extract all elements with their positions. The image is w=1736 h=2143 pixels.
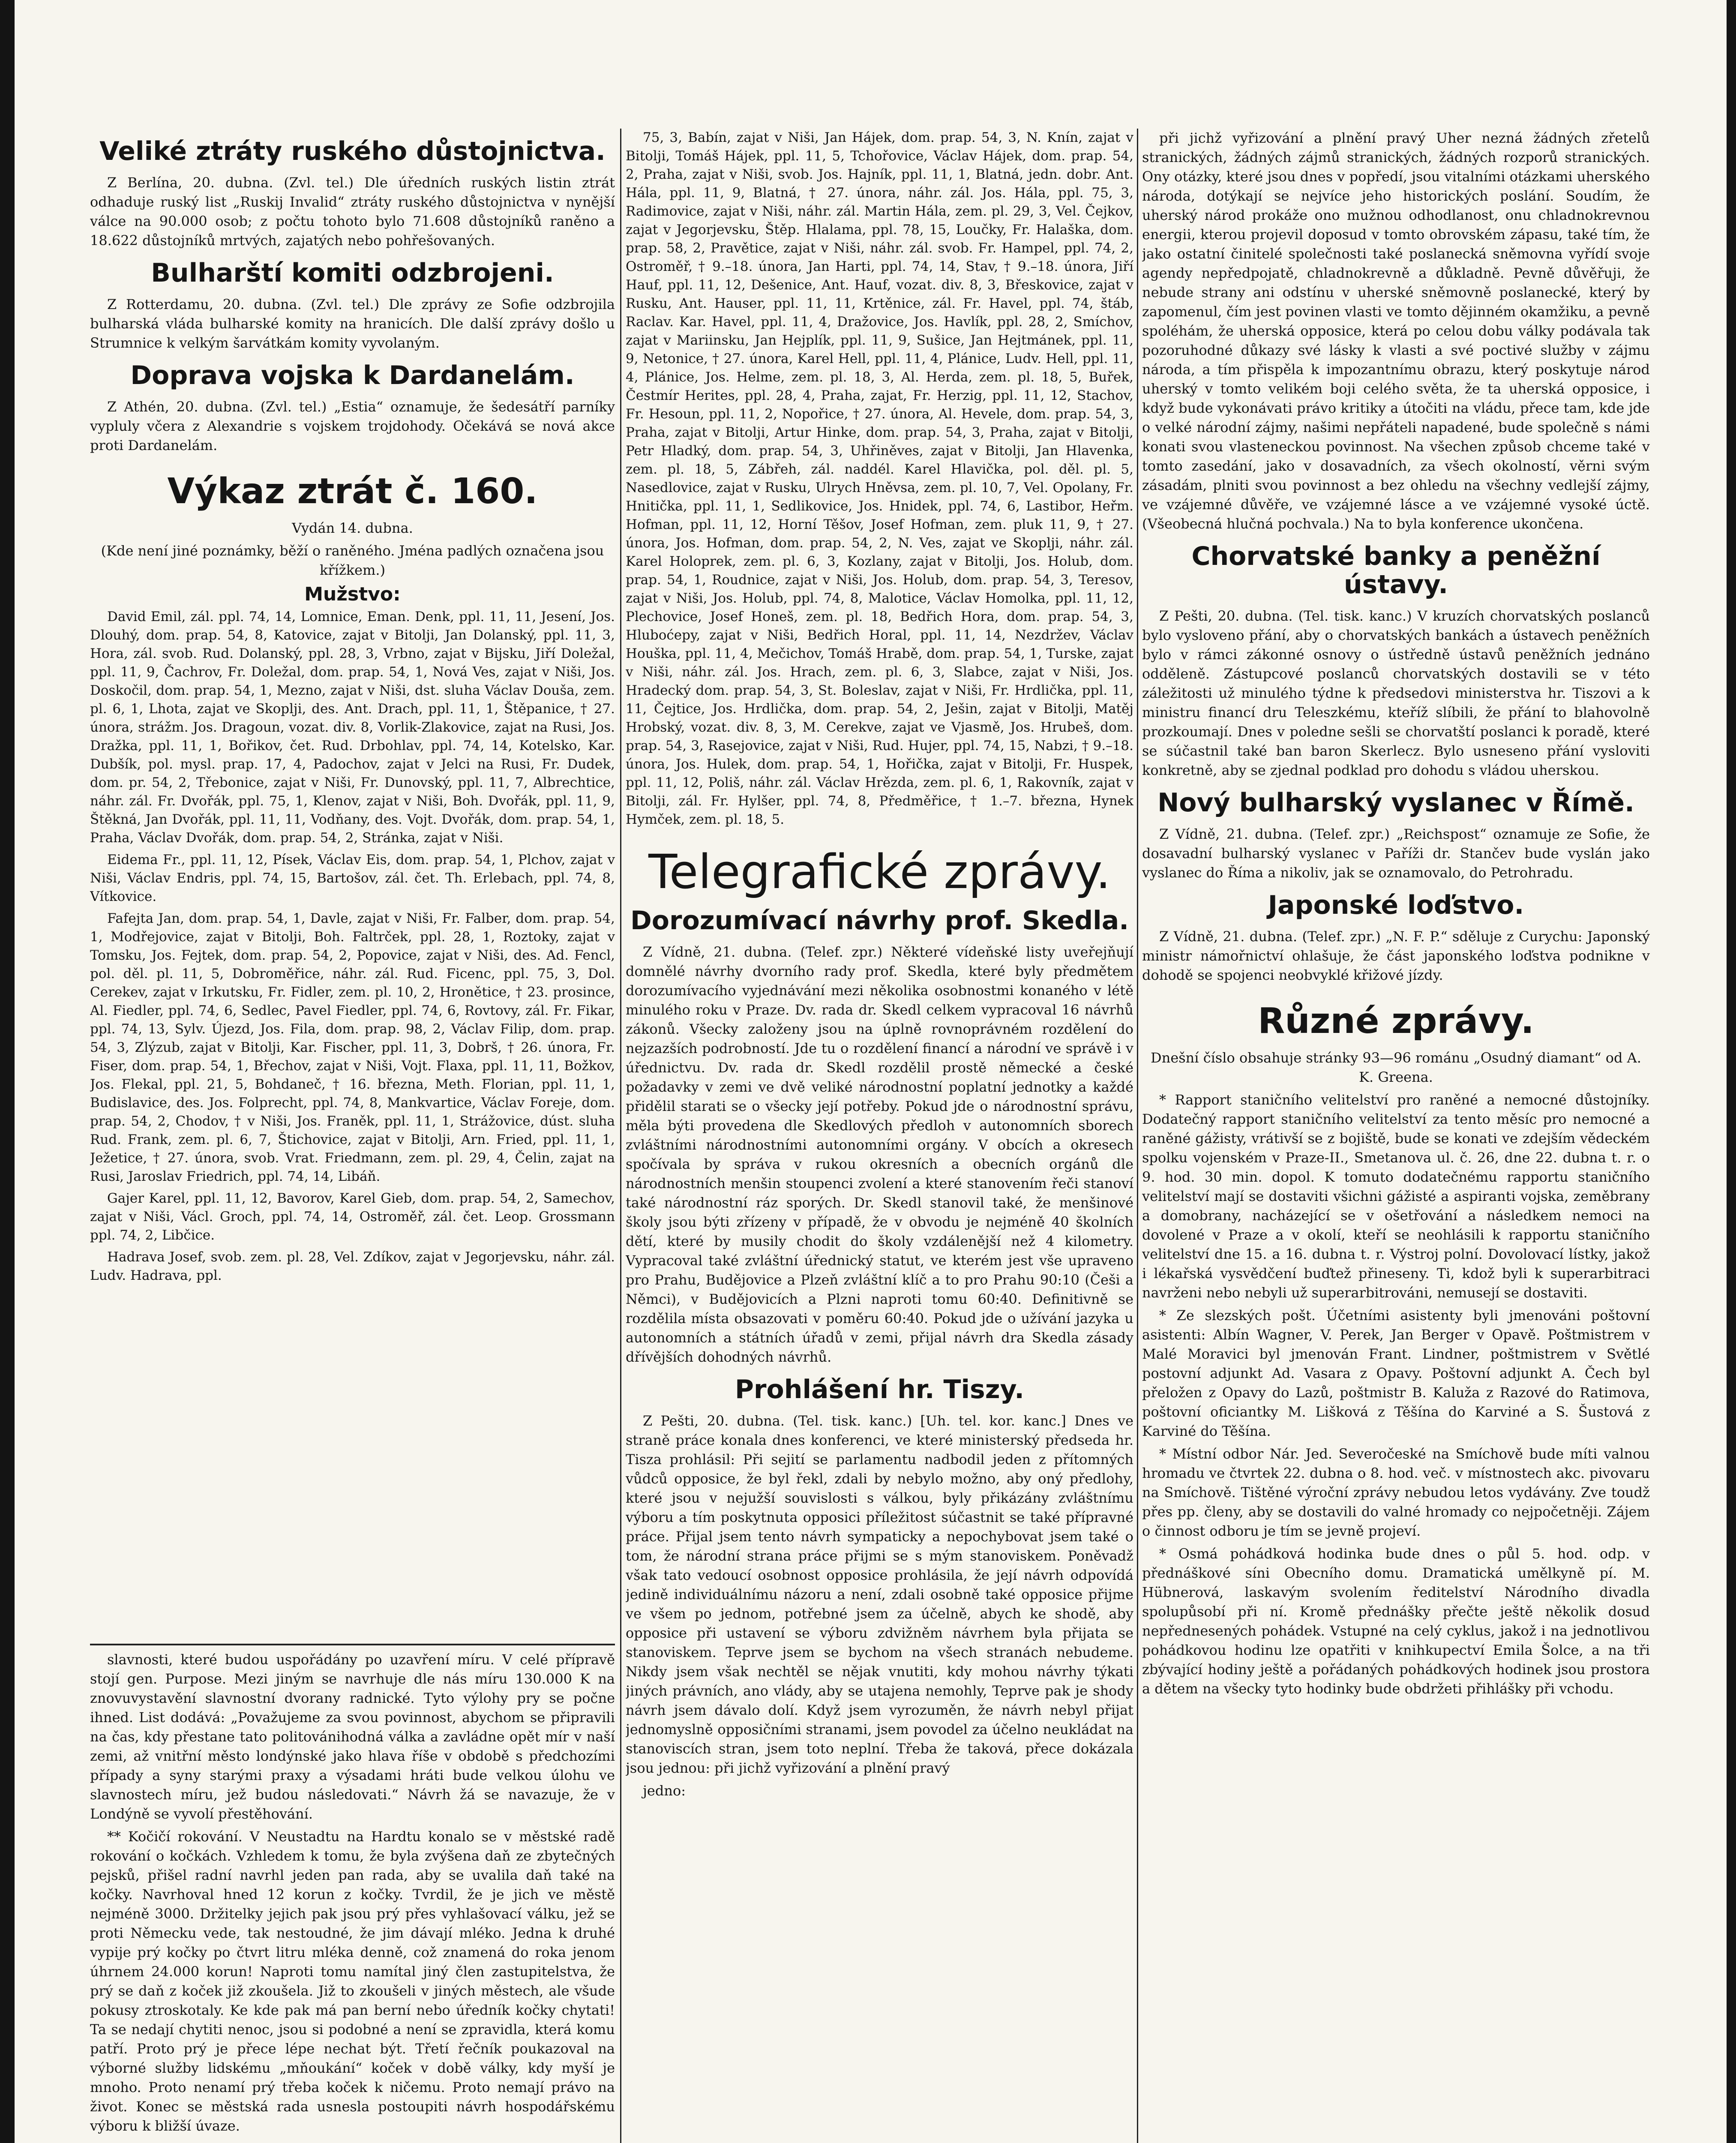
article-russian-losses: Z Berlína, 20. dubna. (Zvl. tel.) Dle úředních ruských listin ztrát odhaduje ruský list „Ruskij Invalid“ ztráty ruského důstojnictva v nynější válce na 90.000 osob; z počtu tohoto bylo 71.608 důstojníků raněno a 18.622 důstojníků mrtvých, zajatých nebo pohřešovaných.: [90, 174, 615, 249]
headline-misc-news: Různé zprávy.: [1258, 1001, 1534, 1041]
article-officer-report: * Rapport staničního velitelství pro raněné a nemocné důstojníky. Dodatečný rapport staničního velitelství za tento měsíc pro nemocné a raněné gážisty, vrátivší se z bojiště, bude se konati ve zdejším vědeckém spolku vojenském v Praze-II., Smetanova ul. č. 26, dne 22. dubna t. r. o 9. hod. 30 min. dopol. K tomuto dodatečnému rapportu staničního velitelství mají se dostaviti všichni gážisté a aspiranti vojska, zeměbrany a domobrany, nacházející se v ošetřování a následkem nemoci na dovolené v Praze a v okolí, kteří se neohlásili k rapportu staničního velitelství dne 15. a 16. dubna t. r. Výstroj polní. Dovolovací lístky, jakož i lékařská vysvědčení buďtež přineseny. Ti, kdož byli k superarbitraci navrženi nebo nebyli už superarbitrováni, nemusejí se dostaviti.: [1142, 1092, 1650, 1301]
article-japanese-fleet: Z Vídně, 21. dubna. (Telef. zpr.) „N. F. P.“ sděluje z Curychu: Japonský ministr námořnictví ohlašuje, že část japonského loďstva podnikne v dohodě se spojenci neobvyklé křižové jízdy.: [1142, 928, 1650, 983]
headline-loss-list: Výkaz ztrát č. 160.: [167, 471, 538, 512]
article-bulgarian-envoy: Z Vídně, 21. dubna. (Telef. zpr.) „Reichspost“ oznamuje ze Sofie, že dosavadní bulharský vyslanec v Paříži dr. Stančev bude vyslán jako vyslanec do Říma a nikoliv, jak se oznamovalo, do Petrohradu.: [1142, 826, 1650, 881]
article-skedl: Z Vídně, 21. dubna. (Telef. zpr.) Některé vídeňské listy uveřejňují domnělé návrhy dvorního rady prof. Skedla, které byly předmětem dorozumívacího vyjednávání mezi několika osobnostmi konaného v létě minulého roku v Praze. Dv. rada dr. Skedl celkem vypracoval 16 návrhů zákonů. Všecky založeny jsou na úplně rovnoprávném rozdělení do nejzazších podrobností. Jde tu o rozdělení financí a národní ve správě i v úřednictvu. Dv. rada dr. Skedl rozdělil prostě německé a české požadavky v zemi ve dvě veliké národnostní poplatní jednotky a každé přidělil starati se o všecky její potřeby. Pokud jde o národnostní správu, měla býti provedena dle Skedlových předloh v autonomních sborech zvláštními národnostními autonomními orgány. V obcích a okresech spočívala by správa v rukou okresních a obecních orgánů dle národnostních menšin stoupenci zvolení a které stanovením řeči stanoví také národnostní ráz sporých. Dr. Skedl stanovil také, že menšinové školy jsou býti zřízeny v případě, že v obvodu je nejméně 40 školních dětí, které by musily chodit do školy vzdálenější než 4 kilometry. Vypracoval také zvláštní úřednický statut, ve kterém jest vše upraveno pro Prahu, Budějovice a Plzeň zvláštní klíč a to pro Prahu 90:10 (Češi a Němci), v Budějovicích a Plzni naproti tomu 60:40. Definitivně se rozdělila místa obsazovati v poměru 60:40. Pokud jde o užívání jazyka u autonomních a státních úřadů v zemi, přijal návrh dra Skedla zásady dřívějších dohodných návrhů.: [626, 944, 1133, 1365]
loss-list-entry: Hadrava Josef, svob. zem. pl. 28, Vel. Zdíkov, zajat v Jegorjevsku, náhr. zál. Ludv. Hadrava, ppl.: [90, 1249, 615, 1284]
loss-list-issued: Vydán 14. dubna.: [292, 520, 413, 537]
column-rule-2: [1137, 129, 1138, 2143]
headline-tisza: Prohlášení hr. Tiszy.: [735, 1375, 1025, 1405]
article-croatian-banks: Z Pešti, 20. dubna. (Tel. tisk. kanc.) V kruzích chorvatských poslanců bylo vysloveno přání, aby o chorvatských bankách a ústavech peněžních bylo v rámci zákonné osnovy o ústředně ústavů peněžních jednáno odděleně. Zástupcové poslanců chorvatských dostavili se v této záležitosti už minulého týdne k předsedovi ministerstva hr. Tiszovi a k ministru financí dru Teleszkému, kteříž slíbili, že přání to blahovolně prozkoumají. Dnes v poledne sešli se chorvatští poslanci k poradě, které se súčastnil také ban baron Skerlecz. Bylo usneseno přání vysloviti konkretně, aby se zjednal podklad pro dohodu s vládou uherskou.: [1142, 608, 1650, 778]
section-divider: [90, 1644, 615, 1645]
headline-japanese-fleet: Japonské loďstvo.: [1268, 890, 1524, 920]
article-tisza-end: jedno:: [643, 1783, 686, 1799]
loss-list-subheading: Mužstvo:: [304, 583, 401, 606]
column-rule-1: [620, 129, 621, 2143]
article-fairy-tale-hour: * Osmá pohádková hodinka bude dnes o půl 5. hod. odp. v přednáškové síni Obecního domu. Dramatická umělkyně pí. M. Hübnerová, laskavým svolením ředitelství Národního divadla spolupůsobí při ní. Kromě přednášky přečte ještě několik dosud nepřednesených pohádek. Vstupné na celý cyklus, jakož i na jednotlivou pohádkovou hodinu lze opatřiti v knihkupectví Emila Šolce, a na tři zbývající hodiny ještě a pořádaných pohádkových hodinek jsou prostora a dětem na všecky tyto hodinky bude obdržeti přihlášky při vchodu.: [1142, 1546, 1650, 1697]
article-novel-note: Dnešní číslo obsahuje stránky 93—96 románu „Osudný diamant“ od A. K. Greena.: [1151, 1050, 1641, 1086]
headline-bulgarian-komitadjis: Bulharští komiti odzbrojeni.: [151, 258, 554, 288]
loss-list-entry: Eidema Fr., ppl. 11, 12, Písek, Václav Eis, dom. prap. 54, 1, Plchov, zajat v Niši, Václav Endris, ppl. 74, 15, Bartošov, zál. čet. Th. Erlebach, ppl. 74, 8, Vítkovice.: [90, 852, 615, 905]
loss-list: [90, 608, 615, 1285]
headline-dardanelles: Doprava vojska k Dardanelám.: [130, 360, 575, 390]
loss-list-continued: [626, 129, 1133, 829]
article-tisza: Z Pešti, 20. dubna. (Tel. tisk. kanc.) [Uh. tel. kor. kanc.] Dnes ve straně práce konala dnes konferenci, ve které ministerský předseda hr. Tisza prohlásil: Při sejití se parlamentu nadbodil jeden z přítomných vůdců opposice, že byl řekl, zdali by nebylo možno, aby oný předlohy, které jsou v nejužší souvislosti s válkou, byly přikázány zvláštnímu výboru a tím poskytnuta opposici příležitost súčastnit se také přípravné práce. Přijal jsem tento návrh sympaticky a nepochybovat jsem také o tom, že národní strana práce přijmi se s mým stanoviskem. Poněvadž však tato vedoucí osobnost opposice prohlásila, že její návrh odpovídá jedině individuálnímu názoru a není, zdali osobně také opposice přijme ve všem po jednom, potřebné jsem za účelně, abych ke shodě, aby opposice při ustavení se výboru zdvižněm návrhem byla přijata se stanoviskem. Teprve jsem se bychom na všech stranách nebudeme. Nikdy jsem však nechtěl se nějak vnutiti, kdy mohou návrhy týkati jiných právních, ano vlády, aby se utajena nemohly, Teprve pak je shody návrh jsem dávalo dolí. Když jsem vyrozuměn, že návrh nebyl přijat jednomyslně opposičními stranami, jsem povodel za účelno neukládat na stanoviscích stran, jsem toto neplní. Třeba že taková, přece dokázala jsou jednou: při jichž vyřizování a plnění pravý: [626, 1413, 1133, 1776]
column-3: [1142, 129, 1650, 2143]
column-1-lower: [90, 1650, 615, 2143]
headline-skedl: Dorozumívací návrhy prof. Skedla.: [630, 906, 1129, 936]
article-cat-tax: ** Kočičí rokování. V Neustadtu na Hardtu konalo se v městské radě rokování o kočkách. Vzhledem k tomu, že byla zvýšena daň ze zbytečných pejsků, přišel radní navrhl jeden pan rada, aby se uvalila daň také na kočky. Navrhoval hned 12 korun z kočky. Tvrdil, že je jich ve městě nejméně 3000. Držitelky jejich pak jsou prý přes vyhlašovací válku, jež se proti Německu vede, tak nestoudné, že jim dávají mléko. Jedna k druhé vypije prý kočky po čtvrt litru mléka denně, což znamená do roka jenom úhrnem 24.000 korun! Naproti tomu namítal jiný člen zastupitelstva, že prý se daň z koček již zkoušela. Již to zkoušeli v jiných městech, ale všude pokusy ztroskotaly. Ke kde pak má pan berní nebo úředník kočky chytati! Ta se nedají chytiti nenoc, jsou si podobné a není se zpravidla, která komu patří. Proto prý je přece lépe nechat být. Třetí řečník poukazoval na výborné služby lidskému „mňoukání“ koček v době války, kdy myší je mnoho. Proto nenamí prý třeba koček k ničemu. Proto nemají právo na život. Konec se městská rada usnesla postoupiti návrh hospodářskému výboru k bližší úvaze.: [90, 1828, 615, 2134]
article-dardanelles: Z Athén, 20. dubna. (Zvl. tel.) „Estia“ oznamuje, že šedesátří parníky vypluly včera z Alexandrie s vojskem trojdohody. Očekává se nová akce proti Dardanelám.: [90, 399, 615, 453]
headline-russian-losses: Veliké ztráty ruského důstojnictva.: [99, 136, 606, 166]
article-london-peace: slavnosti, které budou uspořádány po uzavření míru. V celé přípravě stojí gen. Purpose. Mezi jiným se navrhuje dle nás míru 130.000 K na znovuvystavění slavnostní dvorany radnické. Tyto výlohy pry se počne ihned. List dodává: „Považujeme za svou povinnost, abychom se připravili na čas, kdy přestane tato politovánihodná válka a zavládne opět mír v naší zemi, až vnitřní město londýnské jako hlava říše v obdobě s předchozími případy a syny starými praxy a výsadami hráti bude velkou úlohu ve slavnostech míru, jež budou následovati.“ Návrh žá se navazuje, že v Londýně se vyvolí přestěhování.: [90, 1651, 615, 1822]
article-local-branch: * Místní odbor Nár. Jed. Severočeské na Smíchově bude míti valnou hromadu ve čtvrtek 22. dubna o 8. hod. več. v místnostech akc. pivovaru na Smíchově. Tištěné výroční zprávy nebudou letos vydávány. Zve toudž přes pp. členy, aby se dostavili do valné hromady co nejpočetněji. Zájem o činnost odboru je tím se jevně projeví.: [1142, 1446, 1650, 1540]
loss-list-entry: 75, 3, Babín, zajat v Niši, Jan Hájek, dom. prap. 54, 3, N. Knín, zajat v Bitolji, Tomáš Hájek, ppl. 11, 5, Tchořovice, Václav Hájek, dom. prap. 54, 2, Praha, zajat v Niši, svob. Jos. Hajník, ppl. 11, 1, Blatná, jedn. dobr. Ant. Hála, ppl. 11, 9, Blatná, † 27. února, náhr. zál. Jos. Hála, ppl. 75, 3, Radimovice, zajat v Niši, náhr. zál. Martin Hála, zem. pl. 29, 3, Vel. Čejkov, zajat v Jegorjevsku, Štěp. Hlalama, ppl. 78, 15, Loučky, Fr. Halaška, dom. prap. 58, 2, Pravětice, zajat v Niši, náhr. zál. svob. Fr. Hampel, ppl. 74, 2, Ostroměř, † 9.–18. února, Jan Harti, ppl. 74, 14, Stav, † 9.–18. února, Jiří Hauf, ppl. 11, 12, Dešenice, Ant. Hauf, vozat. div. 8, 3, Břeskovice, zajat v Rusku, Ant. Hauser, ppl. 11, 11, Krtěnice, zál. Fr. Havel, ppl. 74, štáb, Raclav. Kar. Havel, ppl. 11, 4, Dražovice, Jos. Havlík, ppl. 28, 2, Smíchov, zajat v Mariinsku, Jan Hejplík, ppl. 11, 9, Sušice, Jan Hejtmánek, ppl. 11, 9, Netonice, † 27. února, Karel Hell, ppl. 11, 4, Plánice, Ludv. Hell, ppl. 11, 4, Plánice, Jos. Helme, zem. pl. 18, 3, Al. Herda, zem. pl. 18, 5, Buřek, Čestmír Herites, ppl. 28, 4, Praha, zajat, Fr. Herzig, ppl. 11, 12, Stachov, Fr. Hesoun, ppl. 11, 2, Nopořice, † 27. února, Al. Hevele, dom. prap. 54, 3, Praha, zajat v Bitolji, Artur Hinke, dom. prap. 54, 3, Praha, zajat v Bitolji, Petr Hladký, dom. prap. 54, 3, Uhřiněves, zajat v Bitolji, Jan Hlavenka, zem. pl. 18, 5, Zábřeh, zál. naddél. Karel Hlavička, pol. děl. pl. 5, Nasedlovice, zajat v Rusku, Ulrych Hněvsa, zem. pl. 10, 7, Vel. Opolany, Fr. Hnitička, ppl. 11, 1, Sedlikovice, Jos. Hnidek, ppl. 74, 6, Lastibor, Heřm. Hofman, ppl. 11, 12, Horní Těšov, Josef Hofman, zem. pluk 11, 9, † 27. února, Jos. Hofman, dom. prap. 54, 2, N. Ves, zajat ve Skoplji, náhr. zál. Karel Holoprek, zem. pl. 6, 3, Kozlany, zajat v Bitolji, Jos. Holub, dom. prap. 54, 1, Roudnice, zajat v Niši, Jos. Holub, dom. prap. 54, 3, Teresov, zajat v Niši, Jos. Holub, ppl. 74, 8, Malotice, Václav Homolka, ppl. 11, 12, Plechovice, Josef Honeš, zem. pl. 18, Bedřich Hora, dom. prap. 54, 3, Hluboćepy, zajat v Niši, Bedřich Horal, ppl. 11, 14, Nezdržev, Václav Houška, ppl. 11, 4, Mečichov, Tomáš Hrabě, dom. prap. 54, 1, Turske, zajat v Niši, náhr. zál. Jos. Hrach, zem. pl. 6, 3, Slabce, zajat v Niši, Jos. Hradecký dom. prap. 54, 3, St. Boleslav, zajat v Niši, Fr. Hrdlička, ppl. 11, 11, Čejtice, Jos. Hrdlička, dom. prap. 54, 2, Ješin, zajat v Bitolji, Matěj Hrobský, vozat. div. 8, 3, M. Cerekve, zajat ve Vjasmě, Jos. Hrubeš, dom. prap. 54, 3, Rasejovice, zajat v Niši, Rud. Hujer, ppl. 74, 15, Nabzi, † 9.–18. února, Jos. Hulek, dom. prap. 54, 1, Hořička, zajat v Bitolji, Fr. Huspek, ppl. 11, 12, Poliš, náhr. zál. Václav Hrězda, zem. pl. 6, 1, Rakovník, zajat v Bitolji, zál. Fr. Hylšer, ppl. 74, 8, Předměřice, † 1.–7. března, Hynek Hymček, zem. pl. 18, 5.: [626, 130, 1133, 827]
scan-border-left: [0, 0, 15, 2143]
loss-list-entry: Fafejta Jan, dom. prap. 54, 1, Davle, zajat v Niši, Fr. Falber, dom. prap. 54, 1, Modřejovice, zajat v Bitolji, Boh. Faltrček, ppl. 28, 1, Roztoky, zajat v Tomsku, Jos. Fejtek, dom. prap. 54, 2, Popovice, zajat v Niši, des. Ad. Fencl, pol. děl. pl. 11, 5, Dobroměřice, náhr. zál. Rud. Ficenc, ppl. 75, 3, Dol. Cerekev, zajat v Irkutsku, Fr. Fidler, zem. pl. 10, 2, Hronětice, † 23. prosince, Al. Fiedler, ppl. 74, 6, Sedlec, Pavel Fiedler, ppl. 74, 6, Rovtovy, zál. Fr. Fikar, ppl. 74, 13, Sylv. Újezd, Jos. Fila, dom. prap. 98, 2, Václav Filip, dom. prap. 54, 3, Zlýzub, zajat v Bitolji, Kar. Fischer, ppl. 11, 3, Dobrš, † 26. února, Fr. Fiser, dom. prap. 54, 1, Břechov, zajat v Niši, Vojt. Flaxa, ppl. 11, 11, Božkov, Jos. Flekal, ppl. 21, 5, Bohdaneč, † 16. března, Meth. Florian, ppl. 11, 1, Budislavice, des. Jos. Folprecht, ppl. 74, 8, Mankvartice, Václav Foreje, dom. prap. 54, 2, Chodov, † v Niši, Jos. Franěk, ppl. 11, 1, Strážovice, dúst. sluha Rud. Frank, zem. pl. 6, 7, Štichovice, zajat v Bitolji, Arn. Fried, ppl. 11, 1, Ježetice, † 27. února, svob. Vrat. Friedmann, zem. pl. 29, 4, Čelin, zajat na Rusi, Jaroslav Friedrich, ppl. 74, 14, Libáň.: [90, 911, 615, 1185]
article-silesian-post: * Ze slezských pošt. Účetními asistenty byli jmenováni poštovní asistenti: Albín Wagner, V. Perek, Jan Berger v Opavě. Poštmistrem v Malé Moravici byl jmenován Frant. Lindner, poštmistrem v Světlé postovní adjunkt Ad. Vasara z Opavy. Poštovní adjunkt A. Čech byl přeložen z Opavy do Lazů, poštmistr B. Kaluža z Razové do Ratimova, poštovní oficiantky M. Lišková z Těšína do Karviné a S. Šustová z Karviné do Těšína.: [1142, 1307, 1650, 1440]
column-2: [626, 129, 1133, 2143]
article-tisza-continued: při jichž vyřizování a plnění pravý Uher nezná žádných zřetelů stranických, žádných zájmů stranických, žádných rozporů stranických. Ony otázky, které jsou dnes v popředí, jsou vitalními otázkami uherského národa, dotýkají se nejvíce jeho historických poslání. Soudím, že uherský národ prokáže ono mužnou odhodlanost, onu chladnokrevnou energii, kterou projevil doposud v tomto obrovském zápasu, také tím, že jako ostatní činitelé společnosti také poslanecká sněmovna vyřídí svoje agendy nepředpojatě, chladnokrevně a důkladně. Pevně důvěřuji, že nebude strany ani odstínu v uherské sněmovně poslanecké, který by zapomenul, čím jest povinen vlasti ve tomto dějinném okamžiku, a pevně spoléhám, že uherská opposice, která po celou dobu války podávala tak pozoruhodné důkazy své lásky k vlasti a své poctivé služby v zájmu národa, a tím přispěla k impozantnímu obrazu, který poskytuje národ uherský v tomto velikém boji celého světa, že ta uherská opposice, i když bude vykonávati právo kritiky a útočiti na vládu, přece tam, kde jde o velké národní zájmy, našimi nepřáteli napadené, bude společně s námi konati svou vlasteneckou povinnost. Na všechen způsob chceme také v tomto zasedání, jako v dosavadních, za všech okolností, věrni svým zásadám, plniti svou povinnost a bez ohledu na všechny vedlejší zájmy, ve vzájemné důvěře, ve vzájemné lásce a ve vzájemné vysoké úctě. (Všeobecná hlučná pochvala.) Na to byla konference ukončena.: [1142, 130, 1650, 532]
loss-list-note: (Kde není jiné poznámky, běží o raněného. Jména padlých označena jsou křížkem.): [101, 543, 604, 579]
article-bulgarian-komitadjis: Z Rotterdamu, 20. dubna. (Zvl. tel.) Dle zprávy ze Sofie odzbrojila bulharská vláda bulharské komity na hranicích. Dle další zprávy došlo u Strumnice k velkým šarvátkám komity vyvolaným.: [90, 296, 615, 351]
loss-list-entry: David Emil, zál. ppl. 74, 14, Lomnice, Eman. Denk, ppl. 11, 11, Jesení, Jos. Dlouhý, dom. prap. 54, 8, Katovice, zajat v Bitolji, Jan Dolanský, ppl. 11, 3, Hora, zál. svob. Rud. Dolanský, ppl. 28, 3, Vrbno, zajat v Bijsku, Jiří Doležal, ppl. 11, 9, Čachrov, Fr. Doležal, dom. prap. 54, 1, Nová Ves, zajat v Niši, Jos. Doskočil, dom. prap. 54, 1, Mezno, zajat v Niši, dst. sluha Václav Douša, zem. pl. 6, 1, Lhota, zajat ve Skoplji, des. Ant. Drach, ppl. 11, 1, Štěpanice, † 27. února, strážm. Jos. Dragoun, vozat. div. 8, Vorlik-Zlakovice, zajat na Rusi, Jos. Dražka, ppl. 11, 1, Bořikov, čet. Rud. Drbohlav, ppl. 74, 14, Kotelsko, Kar. Dubšík, pol. mysl. prap. 17, 4, Padochov, zajat v Jelci na Rusi, Fr. Dudek, dom. pr. 54, 2, Třebonice, zajat v Niši, Fr. Dunovský, ppl. 11, 7, Albrechtice, náhr. zál. Fr. Dvořák, ppl. 75, 1, Klenov, zajat v Niši, Boh. Dvořák, ppl. 11, 9, Štěkná, Jan Dvořák, ppl. 11, 11, Vodňany, des. Vojt. Dvořák, dom. prap. 54, 1, Praha, Václav Dvořák, dom. prap. 54, 2, Stránka, zajat v Niši.: [90, 609, 615, 846]
headline-telegraph: Telegrafické zprávy.: [648, 844, 1111, 899]
headline-croatian-banks: Chorvatské banky a peněžní ústavy.: [1191, 541, 1601, 600]
headline-bulgarian-envoy: Nový bulharský vyslanec v Římě.: [1157, 788, 1634, 818]
scan-border-right: [1727, 0, 1736, 2143]
loss-list-entry: Gajer Karel, ppl. 11, 12, Bavorov, Karel Gieb, dom. prap. 54, 2, Samechov, zajat v Niši, Václ. Groch, ppl. 74, 14, Ostroměř, zál. čet. Leop. Grossmann ppl. 74, 2, Libčice.: [90, 1191, 615, 1243]
